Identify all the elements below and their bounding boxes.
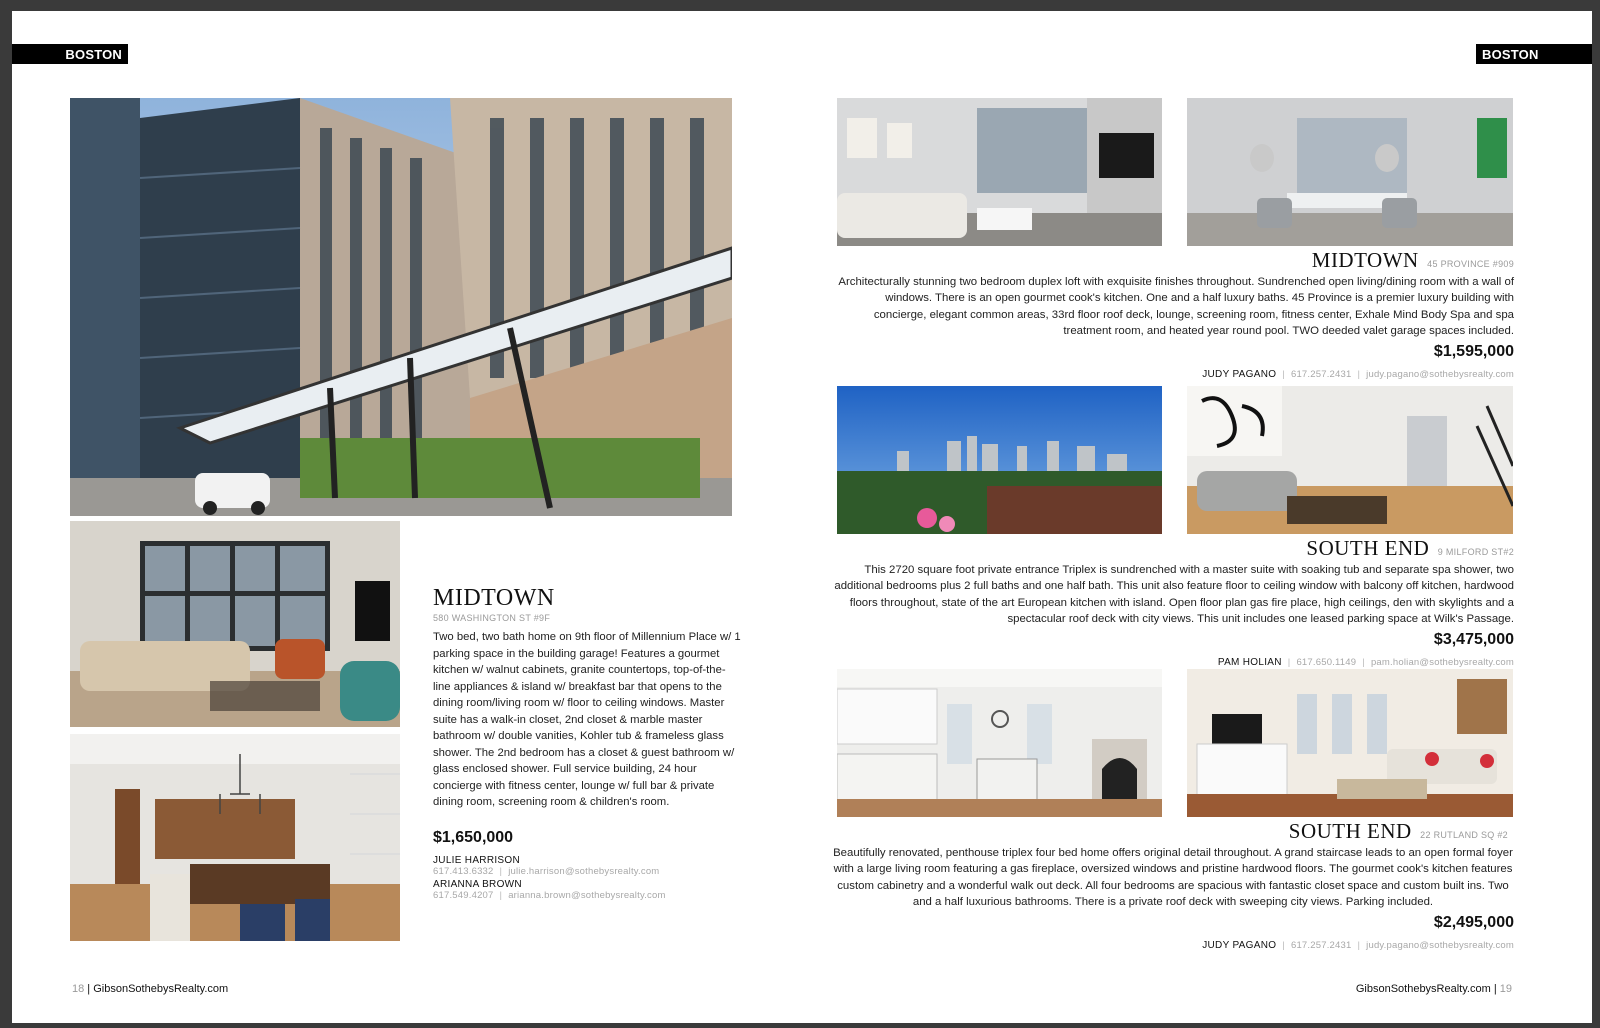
magazine-spread: [12, 11, 1592, 1023]
penthouse-living-room-photo: [1187, 669, 1513, 817]
city-tag: BOSTON: [65, 47, 122, 62]
footer-site-link[interactable]: GibsonSothebysRealty.com: [93, 983, 229, 995]
listing-22-rutland: [832, 819, 1514, 953]
agent-email[interactable]: julie.harrison@sothebysrealty.com: [508, 865, 660, 877]
listing-45-province: [832, 248, 1514, 382]
city-tag: BOSTON: [1482, 47, 1539, 62]
agent-name: ARIANNA BROWN: [433, 878, 522, 890]
agent-name: JUDY PAGANO: [1202, 939, 1277, 951]
agent-name: JUDY PAGANO: [1202, 368, 1277, 380]
agent-email[interactable]: judy.pagano@sothebysrealty.com: [1366, 939, 1514, 951]
page-footer: GibsonSothebysRealty.com | 19: [1355, 983, 1512, 995]
page-number: 18: [72, 983, 85, 995]
agent-name: PAM HOLIAN: [1217, 656, 1282, 668]
kitchen-dining-photo: [70, 734, 400, 941]
page-footer: 18 | GibsonSothebysRealty.com: [72, 983, 229, 995]
neighborhood-title: SOUTH END: [1288, 819, 1412, 843]
listing-heading: [832, 248, 1514, 273]
neighborhood-title: MIDTOWN: [1311, 248, 1419, 272]
listing-price: $2,495,000: [1433, 913, 1514, 931]
listing-description: Two bed, two bath home on 9th floor of Millennium Place w/ 1 parking space in the building garage! Features a gourmet kitchen w/ walnut cabinets, granite countertops, top-of-the-line appliances & island w/ breakfast bar that opens to the dining room/living room w/ floor to ceiling windows. Master suite has a walk-in closet, 2nd closet & marble master bathroom w/ double vanities, Kohler tub & frameless glass shower. The 2nd bedroom has a closet & guest bathroom w/ glass enclosed shower. Full service building, 24 hour concierge with fitness center, lounge w/ full bar & private dining room, screening room & children's room.: [433, 631, 741, 808]
listing-price: $1,650,000: [433, 828, 514, 846]
triplex-living-room-photo: [1187, 386, 1513, 534]
city-tag-bar: [12, 44, 128, 64]
listing-price: $3,475,000: [1433, 630, 1514, 648]
city-skyline-photo: [837, 386, 1162, 534]
listing-description: Beautifully renovated, penthouse triplex four bed home offers original detail throughout. A grand staircase leads to an open formal foyer with a large living room featuring a gas fireplace, oversized windows and pristine hardwood floors. The gourmet cook's kitchen features custom cabinetry and a wonderful walk out deck. All four bedrooms are spacious with fantastic closet space and custom built ins. Two and a half luxurious bathrooms. There is a private roof deck with sweeping city views. Parking included.: [833, 847, 1513, 909]
agent-contact: 617.549.4207 | arianna.brown@sothebysrealty.com: [433, 889, 666, 901]
footer-site-link[interactable]: GibsonSothebysRealty.com: [1355, 983, 1491, 995]
listing-heading: [832, 819, 1514, 844]
listing-address: 22 RUTLAND SQ #2: [1420, 830, 1508, 840]
agent-phone: 617.650.1149: [1296, 656, 1357, 668]
listing-description: Architecturally stunning two bedroom duplex loft with exquisite finishes throughout. Sundrenched open living/dining room with a wall of windows. There is an open gourmet cook's kitchen. One and a half luxury baths. 45 Province is a premier luxury building with concierge, elegant common areas, 33rd floor roof deck, lounge, screening room, fitness center, Exhale Mind Body Spa and spa treatment room, and heated year round pool. TWO deeded valet garage spaces included.: [838, 276, 1514, 338]
agent-name: JULIE HARRISON: [433, 854, 520, 866]
listing-description: This 2720 square foot private entrance Triplex is sundrenched with a master suite with soaking tub and separate spa shower, two additional bedrooms plus 2 full baths and one half bath. This unit also feature floor to ceiling window with balcony off kitchen, hardwood floors throughout, state of the art European kitchen with island. Open floor plan gas fire place, high ceilings, den with skylights and a spectacular roof deck with city views. This unit includes one leased parking space at Wilk's Passage.: [834, 564, 1514, 626]
listing-address: 9 MILFORD ST#2: [1437, 547, 1514, 557]
agent-contact: PAM HOLIAN | 617.650.1149 | pam.holian@sothebysrealty.com: [1217, 656, 1514, 668]
agent-phone: 617.257.2431: [1290, 939, 1352, 951]
listing-heading: [832, 536, 1514, 561]
neighborhood-title: SOUTH END: [1306, 536, 1430, 560]
listing-address: 580 WASHINGTON ST #9F: [433, 613, 551, 623]
right-page: [802, 11, 1592, 1023]
agent-phone: 617.549.4207: [433, 889, 494, 901]
agent-contact: 617.413.6332 | julie.harrison@sothebysrealty.com: [433, 865, 660, 877]
listing-price: $1,595,000: [1433, 342, 1514, 360]
living-room-photo: [70, 521, 400, 727]
agent-email[interactable]: judy.pagano@sothebysrealty.com: [1366, 368, 1514, 380]
agent-block: [433, 855, 743, 901]
loft-living-room-photo: [837, 98, 1162, 246]
building-exterior-photo: [70, 98, 732, 516]
agent-contact: JUDY PAGANO | 617.257.2431 | judy.pagano@sothebysrealty.com: [1202, 368, 1514, 380]
agent-phone: 617.257.2431: [1290, 368, 1352, 380]
agent-email[interactable]: arianna.brown@sothebysrealty.com: [508, 889, 666, 901]
listing-address: 45 PROVINCE #909: [1427, 259, 1514, 269]
listing-9-milford: [832, 536, 1514, 670]
agent-phone: 617.413.6332: [433, 865, 494, 877]
page-number: 19: [1499, 983, 1512, 995]
city-tag-bar: [1476, 44, 1592, 64]
left-page: [12, 11, 802, 1023]
agent-email[interactable]: pam.holian@sothebysrealty.com: [1370, 656, 1514, 668]
listing-580-washington: [433, 585, 743, 901]
agent-contact: JUDY PAGANO | 617.257.2431 | judy.pagano@sothebysrealty.com: [1202, 939, 1514, 951]
loft-dining-photo: [1187, 98, 1513, 246]
neighborhood-title: MIDTOWN: [433, 585, 555, 611]
penthouse-kitchen-photo: [837, 669, 1162, 817]
